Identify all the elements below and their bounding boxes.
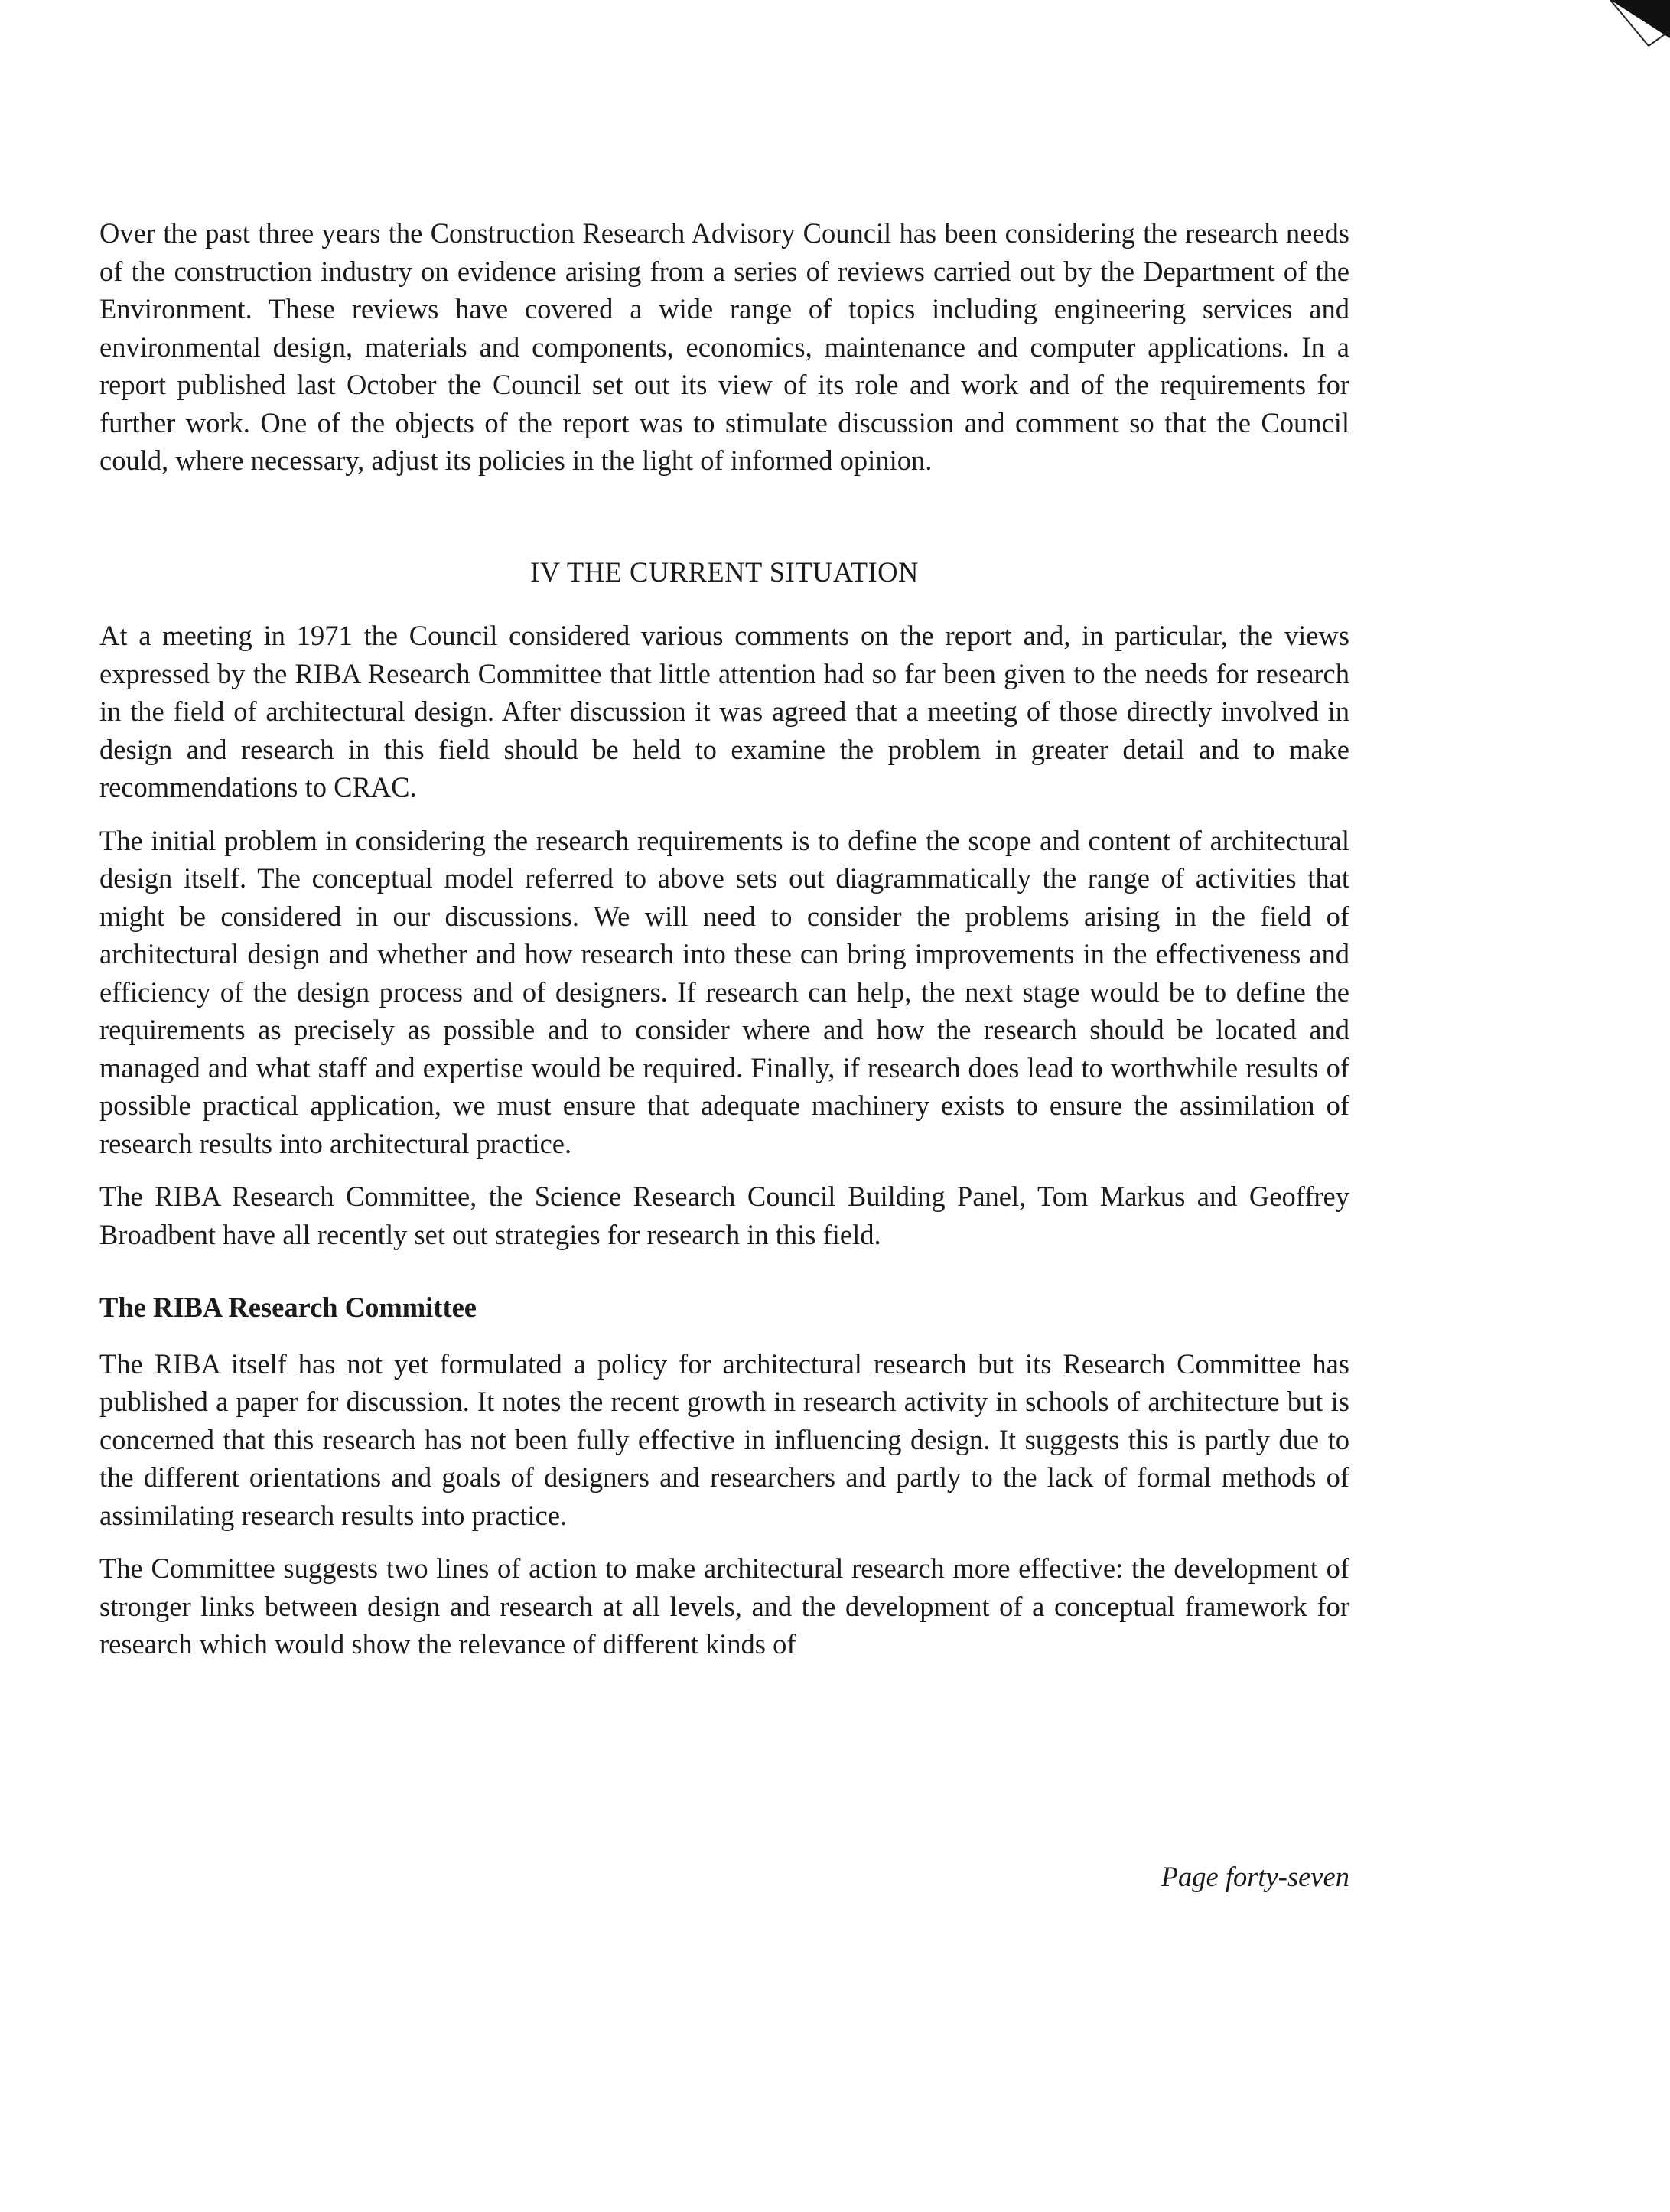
section-paragraph-3: The RIBA Research Committee, the Science Research Council Building Panel, Tom Markus and Geoffrey Broadbent have all recently set out strategies for research in this field. xyxy=(99,1181,1349,1250)
document-page xyxy=(99,214,1349,1679)
section-heading: IV THE CURRENT SITUATION xyxy=(530,555,919,588)
page-number: Page forty-seven xyxy=(1161,1861,1349,1892)
subsection-paragraph-1: The RIBA itself has not yet formulated a policy for architectural research but its Research Committee has published a paper for discussion. It notes the recent growth in research activity in schools of architecture but is concerned that this research has not been fully effective in influencing design. It suggests this is partly due to the different orientations and goals of designers and researchers and partly to the lack of formal methods of assimilating research results into practice. xyxy=(99,1347,1349,1531)
section-paragraph-2: The initial problem in considering the research requirements is to define the scope and content of architectural design itself. The conceptual model referred to above sets out diagrammatically the range of activities that might be considered in our discussions. We will need to consider the problems arising in the field of architectural design and whether and how research into these can bring improvements in the effectiveness and efficiency of the design process and of designers. If research can help, the next stage would be to define the requirements as precisely as possible and to consider where and how the research should be located and managed and what staff and expertise would be required. Finally, if research does lead to worthwhile results of possible practical application, we must ensure that adequate machinery exists to ensure the assimilation of research results into architectural practice. xyxy=(99,824,1349,1159)
section-paragraph-1: At a meeting in 1971 the Council considered various comments on the report and, in particular, the views expressed by the RIBA Research Committee that little attention had so far been given to the needs for research in the field of architectural design. After discussion it was agreed that a meeting of those directly involved in design and research in this field should be held to examine the problem in greater detail and to make recommendations to CRAC. xyxy=(99,620,1349,803)
intro-paragraph: Over the past three years the Construction Research Advisory Council has been considering the research needs of the construction industry on evidence arising from a series of reviews carried out by the Department of the Environment. These reviews have covered a wide range of topics including engineering services and environmental design, materials and components, economics, maintenance and computer applications. In a report published last October the Council set out its view of its role and work and of the requirements for further work. One of the objects of the report was to stimulate discussion and comment so that the Council could, where necessary, adjust its policies in the light of informed opinion. xyxy=(99,217,1349,476)
subsection-heading: The RIBA Research Committee xyxy=(99,1292,477,1323)
page-corner-fold-icon xyxy=(1601,0,1670,69)
subsection-paragraph-2: The Committee suggests two lines of action to make architectural research more effective: the development of stronger links between design and research at all levels, and the development of a conceptual framework for research which would show the relevance of different kinds of xyxy=(99,1552,1349,1660)
